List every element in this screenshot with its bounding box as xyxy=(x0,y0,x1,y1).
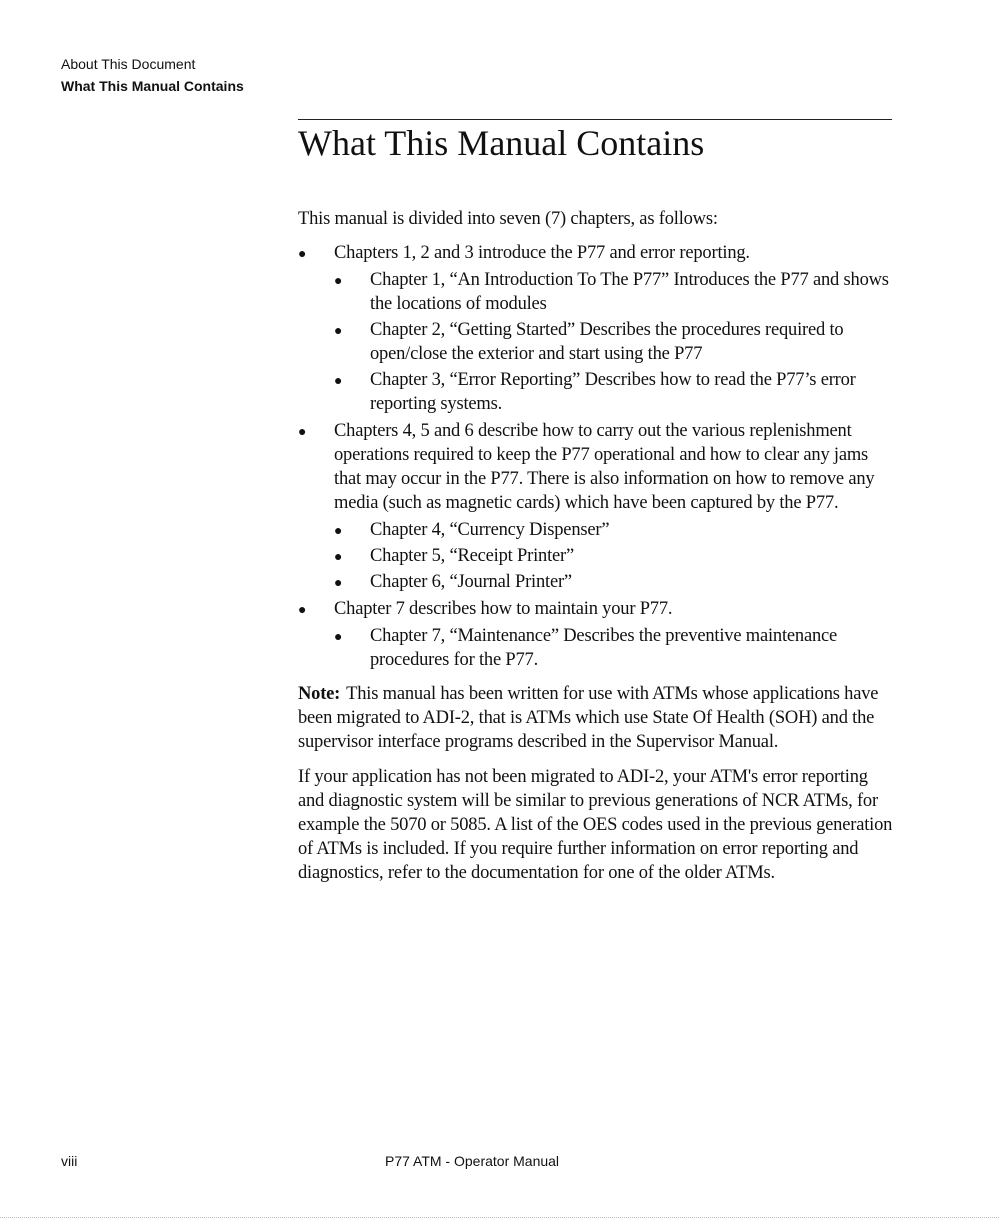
sub-list-item-text: Chapter 3, “Error Reporting” Describes how to read the P77’s error reporting systems. xyxy=(370,370,856,414)
list-item-text: Chapter 7 describes how to maintain your P77. xyxy=(334,599,673,619)
sub-list xyxy=(334,518,894,594)
running-header xyxy=(61,53,244,97)
bullet-icon: ● xyxy=(298,425,307,440)
bottom-rule xyxy=(0,1217,999,1218)
page-body xyxy=(298,207,894,885)
footer-doc-title: P77 ATM - Operator Manual xyxy=(385,1153,560,1169)
list-item xyxy=(298,597,894,672)
note-text: This manual has been written for use with ATMs whose applications have been migrated to ADI-2, that is ATMs which use State Of Health (SOH) and the supervisor interface programs described in the Supervisor Manual. xyxy=(298,684,879,752)
sub-list-item xyxy=(334,518,894,542)
sub-list-item-text: Chapter 7, “Maintenance” Describes the preventive maintenance procedures for the P77. xyxy=(370,626,838,670)
bullet-icon: ● xyxy=(334,274,343,289)
bullet-icon: ● xyxy=(334,576,343,591)
page-number: viii xyxy=(61,1153,78,1169)
sub-list-item xyxy=(334,318,894,366)
note-paragraph xyxy=(298,682,894,754)
bullet-icon: ● xyxy=(334,324,343,339)
sub-list-item xyxy=(334,544,894,568)
sub-list-item-text: Chapter 4, “Currency Dispenser” xyxy=(370,520,610,540)
bullet-icon: ● xyxy=(334,374,343,389)
intro-text: This manual is divided into seven (7) chapters, as follows: xyxy=(298,209,718,229)
sub-list-item xyxy=(334,624,894,672)
sub-list-item xyxy=(334,570,894,594)
sub-list-item-text: Chapter 1, “An Introduction To The P77” Introduces the P77 and shows the locations of modules xyxy=(370,270,889,314)
sub-list-item-text: Chapter 2, “Getting Started” Describes the procedures required to open/close the exterior and start using the P77 xyxy=(370,320,844,364)
chapter-list xyxy=(298,241,894,672)
bullet-icon: ● xyxy=(334,524,343,539)
note-label: Note: xyxy=(298,684,341,704)
list-item-text: Chapters 1, 2 and 3 introduce the P77 and error reporting. xyxy=(334,243,750,263)
list-item-text: Chapters 4, 5 and 6 describe how to carry out the various replenishment operations required to keep the P77 operational and how to clear any jams that may occur in the P77. There is also information on how to remove any media (such as magnetic cards) which have been captured by the P77. xyxy=(334,421,875,513)
bullet-icon: ● xyxy=(334,550,343,565)
sub-list-item-text: Chapter 5, “Receipt Printer” xyxy=(370,546,574,566)
header-section: About This Document xyxy=(61,56,196,72)
body-paragraph: If your application has not been migrated to ADI-2, your ATM's error reporting and diagnostic system will be similar to previous generations of NCR ATMs, for example the 5070 or 5085. A list of the OES codes used in the previous generation of ATMs is included. If you require further information on error reporting and diagnostics, refer to the documentation for one of the older ATMs. xyxy=(298,767,893,883)
header-subsection: What This Manual Contains xyxy=(61,78,244,94)
sub-list xyxy=(334,624,894,672)
bullet-icon: ● xyxy=(298,603,307,618)
page-title: What This Manual Contains xyxy=(298,123,705,163)
bullet-icon: ● xyxy=(334,630,343,645)
sub-list-item-text: Chapter 6, “Journal Printer” xyxy=(370,572,572,592)
sub-list xyxy=(334,268,894,416)
list-item xyxy=(298,241,894,416)
list-item xyxy=(298,419,894,594)
bullet-icon: ● xyxy=(298,247,307,262)
sub-list-item xyxy=(334,368,894,416)
sub-list-item xyxy=(334,268,894,316)
